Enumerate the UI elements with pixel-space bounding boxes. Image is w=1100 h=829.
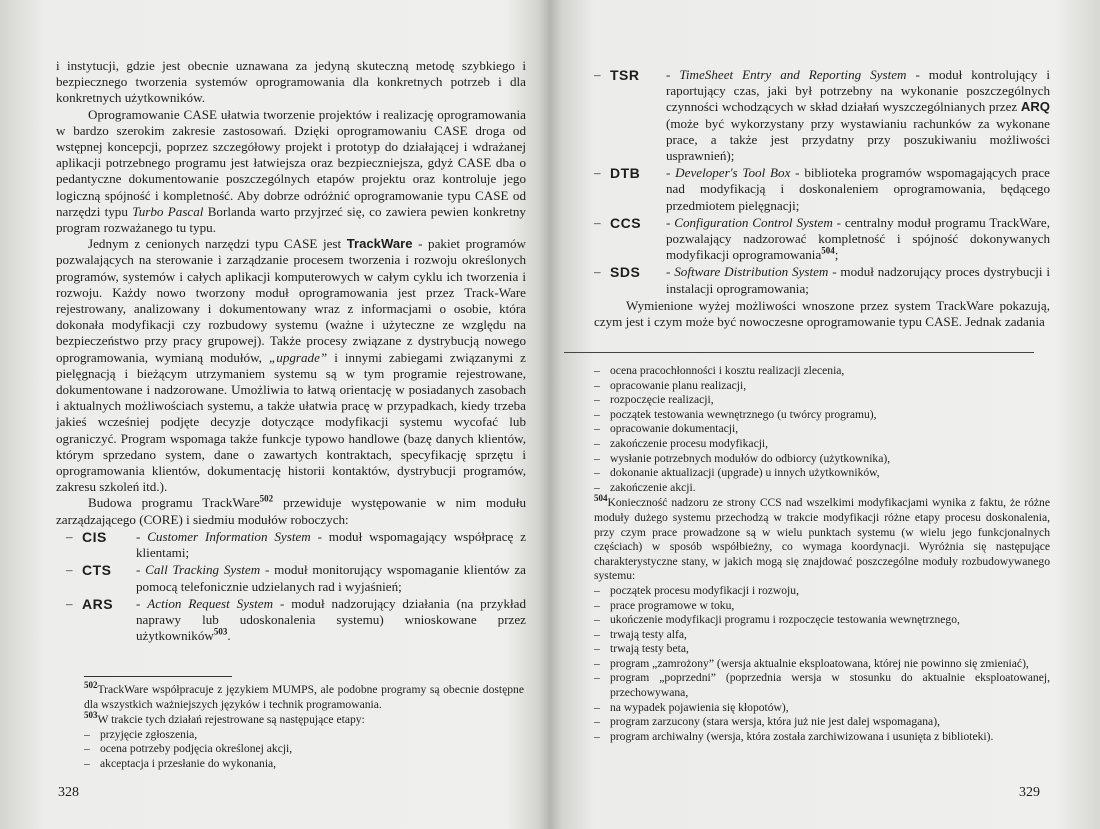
module-sds [594,264,1050,296]
module-name: Configuration Control System [674,214,833,230]
list-item: – początek procesu modyfikacji i rozwoju, [594,583,799,597]
turbo-pascal-term: Turbo Pascal [132,203,204,219]
list-item: – trwają testy alfa, [594,627,687,641]
module-name: TimeSheet Entry and Reporting System [679,67,907,82]
list-dash: – [66,595,73,611]
list-item: – ocena potrzeby podjęcia określonej akcji, [84,742,293,756]
module-tsr [594,67,1050,164]
trackware-name: TrackWare [346,236,413,252]
footnote-separator [564,352,1034,353]
intro-paragraph: i instytucji, gdzie jest obecnie uznawana za jedyną skuteczną metodę szybkiego i bezpiecznego tworzenia systemów oprogramowania dla konkretnych potrzeb i dla konkretnych użytkowników. [56,58,526,106]
trackware-text-c: i innymi zabiegami związanymi z pielęgnacją i bieżącym utrzymaniem systemu są w tym programie rejestrowane, dokumentowane i nadzorowane. Umożliwia to łatwą orientację w posiadanych zasobach i aktualnych możliwościach systemu, a także ułatwia pracę w przypadkach, kiedy trzeba jakieś wcześniej podjęte decyzje dotyczące modyfikacji systemu wycofać lub ograniczyć. Program wspomaga także funkcje typowo handlowe (bazę danych klientów, którym sprzedano system, dane o zawartych kontraktach, specyfikację sprzętu i oprogramowania klientów, dokumentację historii kontaktów, dystrybucji programów, zakresu szkoleń itd.). [56,349,526,495]
list-item: – początek testowania wewnętrznego (u twórcy programu), [594,407,877,421]
list-item: – akceptacja i przesłanie do wykonania, [84,756,277,770]
module-abbr: CIS [82,528,107,545]
module-desc: - moduł monitorujący wspomaganie klientów za pomocą telefonicznie udzielanych rad i wyjaśnień; [136,562,526,594]
list-item: – program archiwalny (wersja, która została zarchiwizowana i usunięta z biblioteki). [594,729,994,743]
list-item: – prace programowe w toku, [594,598,735,612]
right-page-body [594,66,1050,330]
footnote-number: 504 [594,493,608,504]
trackware-text-b: - pakiet programów pozwalających na sterowanie i zarządzanie procesem tworzenia i rozwoju określonych programów, systemów i całych aplikacji komputerowych w całym cyklu ich tworzenia i rozwoju. Każdy nowo tworzony moduł oprogramowania jest przez Track-Ware rejestrowany, analizowany i dokumentowany wraz z informacjami o osobie, która dokonała modyfikacji czy rozbudowy systemu (ważne i użyteczne ze względu na bezpieczeństwo przy pracy grupowej). Także procesy związane z dystrybucją nowego oprogramowania, wymianą modułów, [56,236,526,365]
page-number-right: 329 [1019,785,1040,800]
module-abbr: ARS [82,595,114,612]
module-body: - Call Tracking System - moduł monitorujący wspomaganie klientów za pomocą telefonicznie udzielanych rad i wyjaśnień; [136,562,526,594]
footnote-text: W trakcie tych działań rejestrowane są następujące etapy: [97,713,365,727]
footnote-number: 502 [84,680,98,691]
list-item: – opracowanie dokumentacji, [594,422,739,436]
footnote-number: 503 [84,710,98,721]
module-body: - Action Request System - moduł nadzorujący działania (na przykład naprawy lub udoskonalenia systemu) wnioskowane przez użytkowników$^{503}$. [136,595,526,644]
module-body: - Developer's Tool Box - biblioteka programów wspomagających prace nad modyfikacją i doskonaleniem oprogramowania, będącego przedmiotem pielęgnacji; [666,165,1050,213]
list-dash: – [594,165,601,181]
module-abbr: DTB [610,165,641,182]
module-ccs [594,215,1050,264]
list-item: – rozpoczęcie realizacji, [594,393,714,407]
list-dash: – [594,67,601,82]
module-abbr: CTS [82,562,112,579]
module-name: Call Tracking System [145,562,261,578]
footnote-502 [84,680,524,712]
footnote-text: Konieczność nadzoru ze strony CCS nad wszelkimi modyfikacjami wynika z faktu, że różne moduły dużego systemu przechodzą w trakcie modyfikacji różne etapy procesu doskonalenia, przy czym prace prowadzone są w wielu punktach systemu (w wielu jego funkcjonalnych częściach) w sposób współbieżny, co wymaga koordynacji. Wyróżnia się następujące charakterystyczne stany, w jakich mogą się znajdować poszczególne moduły rozbudowywanego systemu: [594,496,1050,583]
module-desc: - moduł wspomagający współpracę z klientami; [136,528,527,561]
list-item: – przyjęcie zgłoszenia, [84,727,198,741]
list-item: – zakończenie akcji. [594,480,696,494]
module-dtb [594,165,1050,214]
left-footnotes [84,682,524,772]
upgrade-term: „upgrade” [268,349,328,365]
footnote-separator [84,676,232,677]
list-dash: – [594,214,601,230]
list-dash: – [66,562,73,578]
module-name: Developer's Tool Box [675,165,791,181]
footnote-ref-502[interactable]: 502 [259,494,274,505]
footnote-ref-503[interactable]: 503 [213,626,228,637]
left-page-body [56,58,526,645]
structure-text-b: przewiduje występowanie w nim modułu zarządzającego (CORE) i siedmiu modułów roboczych: [56,495,527,527]
footnote-text: TrackWare współpracuje z językiem MUMPS, ale podobne programy są obecnie dostępne dla wszystkich ważniejszych języków i technik programowania. [84,683,524,711]
module-cis [56,529,526,561]
trackware-paragraph [56,236,526,495]
list-dash: – [66,528,73,544]
list-item: – ocena pracochłonności i kosztu realizacji zlecenia, [594,364,845,377]
module-name: Action Request System [147,595,274,611]
module-abbr: CCS [610,214,642,231]
module-abbr: TSR [610,67,640,83]
footnote-504 [594,493,1050,584]
case-text-b: Borlanda warto przyjrzeć się, co zawiera pewien konkretny program rozważanego tu typu. [56,203,526,236]
list-item: – trwają testy beta, [594,642,689,656]
list-item: – program zarzucony (stara wersja, która już nie jest dalej wspomagana), [594,715,940,729]
list-item: – dokonanie aktualizacji (upgrade) u innych użytkowników, [594,466,880,480]
list-item: – opracowanie planu realizacji, [594,378,747,392]
trackware-text-a: Jednym z cenionych narzędzi typu CASE jest [88,236,347,252]
module-body: - Software Distribution System - moduł nadzorujący proces dystrybucji i instalacji oprogramowania; [666,264,1050,296]
arq-term: ARQ [1020,99,1050,115]
closing-paragraph: Wymienione wyżej możliwości wnoszone przez system TrackWare pokazują, czym jest i czym może być nowoczesne oprogramowanie typu CASE. Jednak zadania [594,297,1050,330]
module-abbr: SDS [610,264,641,281]
module-desc: - moduł nadzorujący działania (na przykład naprawy lub udoskonalenia systemu) wnioskowane przez użytkowników [136,595,526,644]
list-item: – program „zamrożony” (wersja aktualnie eksploatowana, której nie powinno się zmieniać), [594,656,1029,670]
list-item: – program „poprzedni” (poprzednia wersja w stosunku do aktualnie eksploatowanej, przechowywana, [594,671,1050,700]
list-item: – ukończenie modyfikacji programu i rozpoczęcie testowania wewnętrznego, [594,613,960,627]
right-footnotes [594,364,1050,744]
module-ars [56,596,526,645]
structure-paragraph [56,495,526,527]
case-text-a: Oprogramowanie CASE ułatwia tworzenie projektów i realizację oprogramowania w bardzo szerokim zakresie zastosowań. Dzięki oprogramowaniu CASE droga od wstępnej koncepcji, poprzez szczegółowy projekt i prototyp do działającej i wdrażanej aplikacji potrzebnego programu jest łatwiejsza oraz bezpieczniejsza, gdyż CASE dba o pedantyczne dokumentowanie poszczególnych etapów projektu oraz kontroluje jego logiczną spójność i kompletność. Aby dobrze odróżnić oprogramowanie typu CASE od narzędzi typu [56,106,526,219]
list-item: – wysłanie potrzebnych modułów do odbiorcy (użytkownika), [594,451,891,465]
module-cts [56,562,526,594]
module-body: - TimeSheet Entry and Reporting System - moduł kontrolujący i raportujący czas, jaki był potrzebny na wykonanie poszczególnych czynności wchodzących w skład działań wyszczególnianych przez ARQ (może być wykorzystany przy wystawianiu rachunków za wykonane prace, a także jest przydatny przy poszukiwaniu możliwości usprawnień); [666,67,1051,164]
footnote-ref-504[interactable]: 504 [821,245,835,256]
module-body: - Configuration Control System - centralny moduł programu TrackWare, pozwalający nadzorować kompletność i spójność dokonywanych modyfikacji oprogramowania$^{504}$; [666,214,1050,263]
module-body: - Customer Information System - moduł wspomagający współpracę z klientami; [136,528,527,561]
structure-text-a: Budowa programu TrackWare [88,495,260,511]
right-page [550,0,1100,829]
footnote-503 [84,710,524,728]
module-name: Software Distribution System [674,264,829,280]
page-number-left: 328 [58,785,79,800]
list-dash: – [594,264,601,280]
list-item: – zakończenie procesu modyfikacji, [594,436,769,450]
list-item: – na wypadek pojawienia się kłopotów), [594,700,789,714]
module-name: Customer Information System [147,528,311,544]
case-paragraph [56,107,526,237]
